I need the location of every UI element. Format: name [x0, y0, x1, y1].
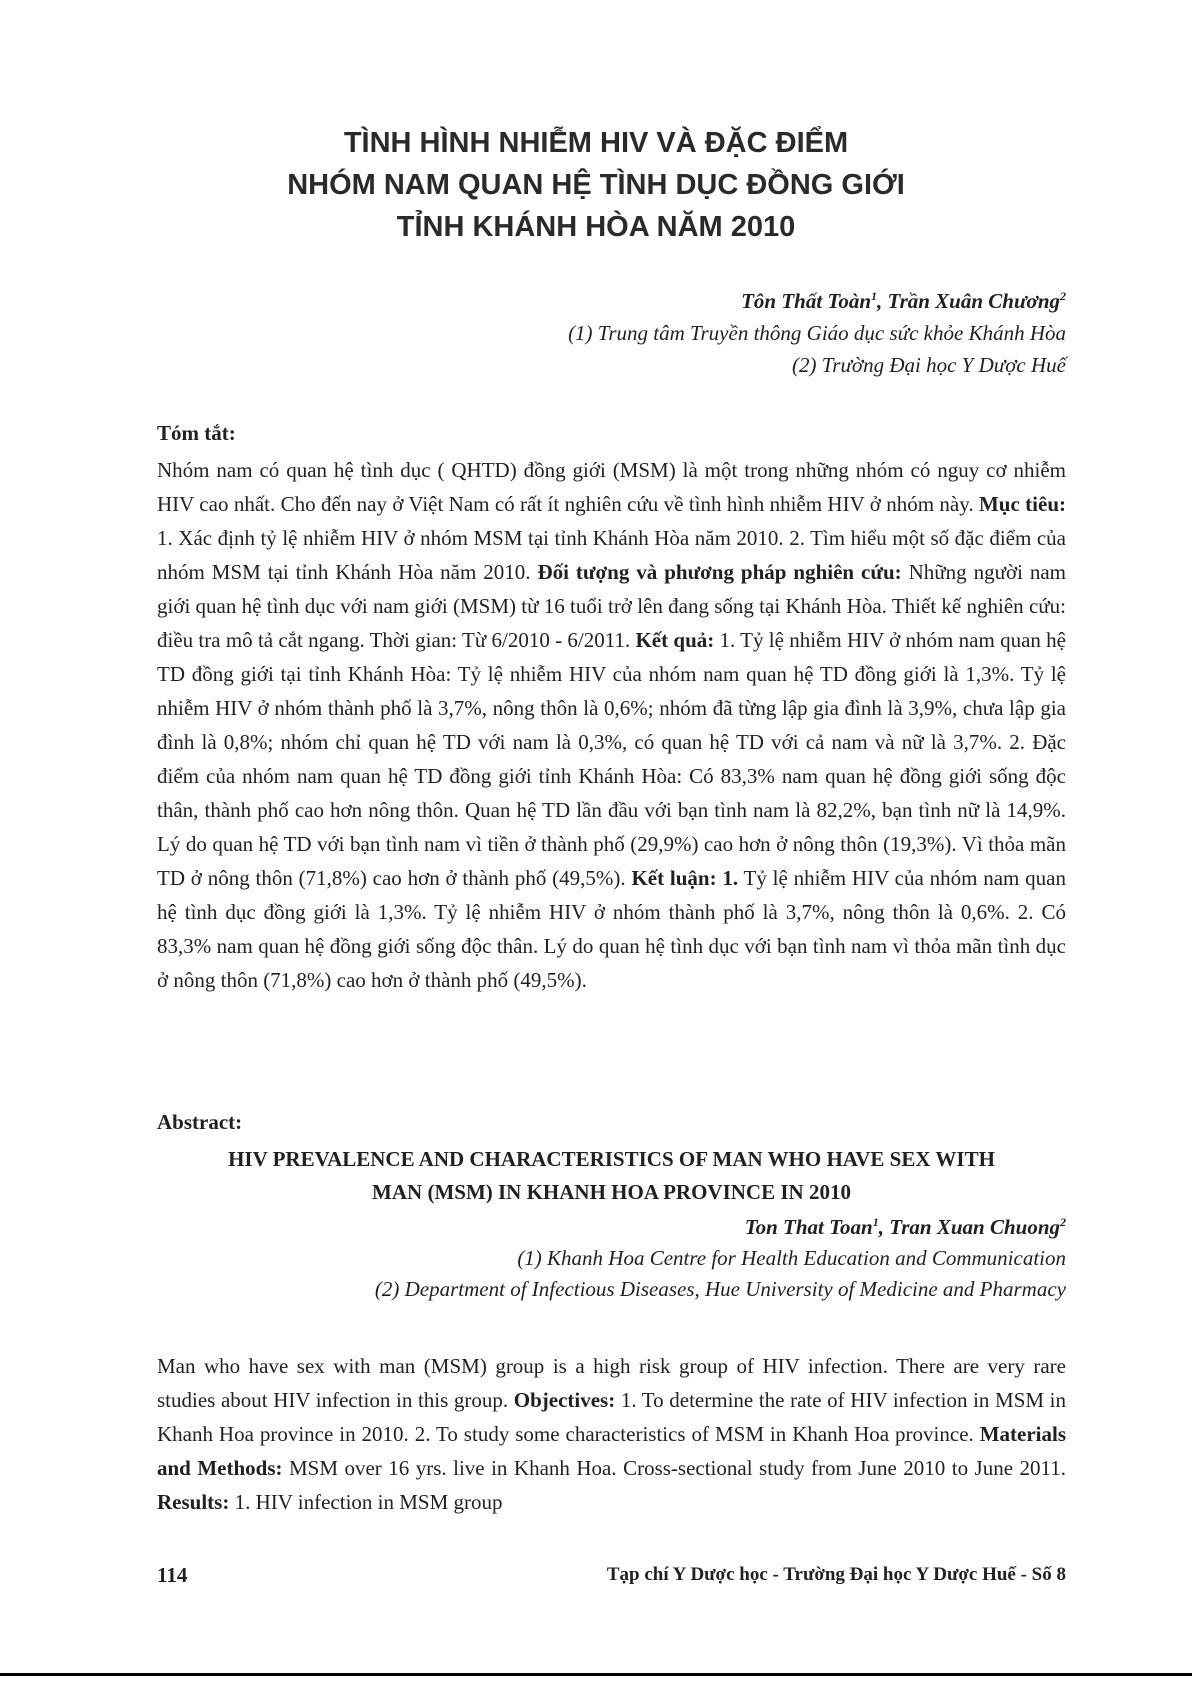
label-objectives-en: Objectives: — [513, 1388, 616, 1412]
author-1-name-en: Ton That Toan — [744, 1215, 873, 1239]
label-methods-en: Materials and Methods: — [157, 1422, 1066, 1480]
label-results-vn: Kết quả: — [635, 628, 715, 652]
author-1-affiliation-mark-en: 1 — [872, 1215, 879, 1229]
abstract-title-en — [157, 1143, 1066, 1209]
author-separator-en: , — [878, 1215, 890, 1239]
author-separator: , — [877, 289, 888, 313]
bottom-edge-rule — [0, 1673, 1192, 1676]
summary-results: 1. Tỷ lệ nhiễm HIV ở nhóm nam quan hệ TD đồng giới tại tỉnh Khánh Hòa: Tỷ lệ nhiễm HIV của nhóm nam quan hệ TD đồng giới là 1,3%. Tỷ lệ nhiễm HIV ở nhóm thành phố là 3,7%, nông thôn là 0,6%; nhóm đã từng lập gia đình là 3,9%, chưa lập gia đình là 0,8%; nhóm chỉ quan hệ TD với nam là 0,3%, có quan hệ TD với cả nam và nữ là 3,7%. 2. Đặc điểm của nhóm nam quan hệ TD đồng giới tỉnh Khánh Hòa: Có 83,3% nam quan hệ đồng giới sống độc thân, thành phố cao hơn nông thôn. Quan hệ TD lần đầu với bạn tình nam là 82,2%, bạn tình nữ là 14,9%. Lý do quan hệ TD với bạn tình nam vì tiền ở thành phố (29,9%) cao hơn ở nông thôn (19,3%). Vì thỏa mãn TD ở nông thôn (71,8%) cao hơn ở thành phố (49,5%). — [157, 628, 1067, 890]
abstract-intro: Man who have sex with man (MSM) group is a high risk group of HIV infection. There are very rare studies about HIV infection in this group. — [157, 1354, 1066, 1412]
summary-heading-vn: Tóm tắt: — [157, 421, 236, 445]
author-2-name: Trần Xuân Chương — [887, 289, 1060, 313]
title-line-1: TÌNH HÌNH NHIỄM HIV VÀ ĐẶC ĐIỂM — [343, 127, 849, 159]
abstract-title-line-2: MAN (MSM) IN KHANH HOA PROVINCE IN 2010 — [372, 1180, 851, 1204]
summary-objectives: 1. Xác định tỷ lệ nhiễm HIV ở nhóm MSM tại tỉnh Khánh Hòa năm 2010. 2. Tìm hiểu một số đặc điểm của nhóm MSM tại tỉnh Khánh Hòa năm 2010. — [157, 526, 1066, 584]
author-2-affiliation-mark: 2 — [1060, 289, 1066, 303]
author-names-en — [166, 1212, 1066, 1243]
abstract-heading-en: Abstract: — [157, 1110, 243, 1134]
paper-title — [120, 122, 1072, 248]
affiliation-2-en: (2) Department of Infectious Diseases, Hue University of Medicine and Pharmacy — [374, 1277, 1066, 1301]
page-number: 114 — [157, 1563, 188, 1587]
title-line-3: TỈNH KHÁNH HÒA NĂM 2010 — [396, 211, 796, 243]
author-names-vn — [266, 285, 1066, 317]
abstract-methods: MSM over 16 yrs. live in Khanh Hoa. Cross-sectional study from June 2010 to June 2011. — [282, 1456, 1066, 1480]
label-results-en: Results: — [157, 1490, 230, 1514]
abstract-results: 1. HIV infection in MSM group — [229, 1490, 503, 1514]
label-objectives-vn: Mục tiêu: — [978, 492, 1066, 516]
author-2-name-en: Tran Xuan Chuong — [889, 1215, 1060, 1239]
journal-running-footer: Tạp chí Y Dược học - Trường Đại học Y Dược Huế - Số 8 — [606, 1564, 1066, 1585]
authors-block-en — [166, 1212, 1066, 1305]
abstract-objectives: 1. To determine the rate of HIV infection in MSM in Khanh Hoa province in 2010. 2. To study some characteristics of MSM in Khanh Hoa province. — [157, 1388, 1066, 1446]
abstract-title-line-1: HIV PREVALENCE AND CHARACTERISTICS OF MAN WHO HAVE SEX WITH — [228, 1147, 995, 1171]
author-2-affiliation-mark-en: 2 — [1060, 1215, 1066, 1229]
summary-conclusion: Tỷ lệ nhiễm HIV của nhóm nam quan hệ tình dục đồng giới là 1,3%. Tỷ lệ nhiễm HIV ở nhóm thành phố là 3,7%, nông thôn là 0,6%. 2. Có 83,3% nam quan hệ đồng giới sống độc thân. Lý do quan hệ tình dục với bạn tình nam vì thỏa mãn tình dục ở nông thôn (71,8%) cao hơn ở thành phố (49,5%). — [157, 866, 1066, 992]
summary-methods: Những người nam giới quan hệ tình dục với nam giới (MSM) từ 16 tuổi trở lên đang sống tại Khánh Hòa. Thiết kế nghiên cứu: điều tra mô tả cắt ngang. Thời gian: Từ 6/2010 - 6/2011. — [157, 560, 1066, 652]
summary-body-vn — [157, 453, 1066, 997]
abstract-body-en — [157, 1349, 1066, 1519]
affiliation-1-en: (1) Khanh Hoa Centre for Health Education and Communication — [517, 1246, 1066, 1270]
author-1-name: Tôn Thất Toàn — [741, 289, 872, 313]
summary-intro: Nhóm nam có quan hệ tình dục ( QHTD) đồng giới (MSM) là một trong những nhóm có nguy cơ nhiễm HIV cao nhất. Cho đến nay ở Việt Nam có rất ít nghiên cứu về tình hình nhiễm HIV ở nhóm này. — [157, 458, 1066, 516]
title-line-2: NHÓM NAM QUAN HỆ TÌNH DỤC ĐỒNG GIỚI — [287, 169, 905, 201]
affiliation-2-vn: (2) Trường Đại học Y Dược Huế — [792, 353, 1066, 377]
label-methods-vn: Đối tượng và phương pháp nghiên cứu: — [537, 560, 902, 584]
author-1-affiliation-mark: 1 — [871, 289, 878, 303]
affiliation-1-vn: (1) Trung tâm Truyền thông Giáo dục sức khỏe Khánh Hòa — [568, 321, 1066, 345]
authors-block-vn — [266, 285, 1066, 381]
label-conclusion-vn: Kết luận: 1. — [631, 866, 739, 890]
